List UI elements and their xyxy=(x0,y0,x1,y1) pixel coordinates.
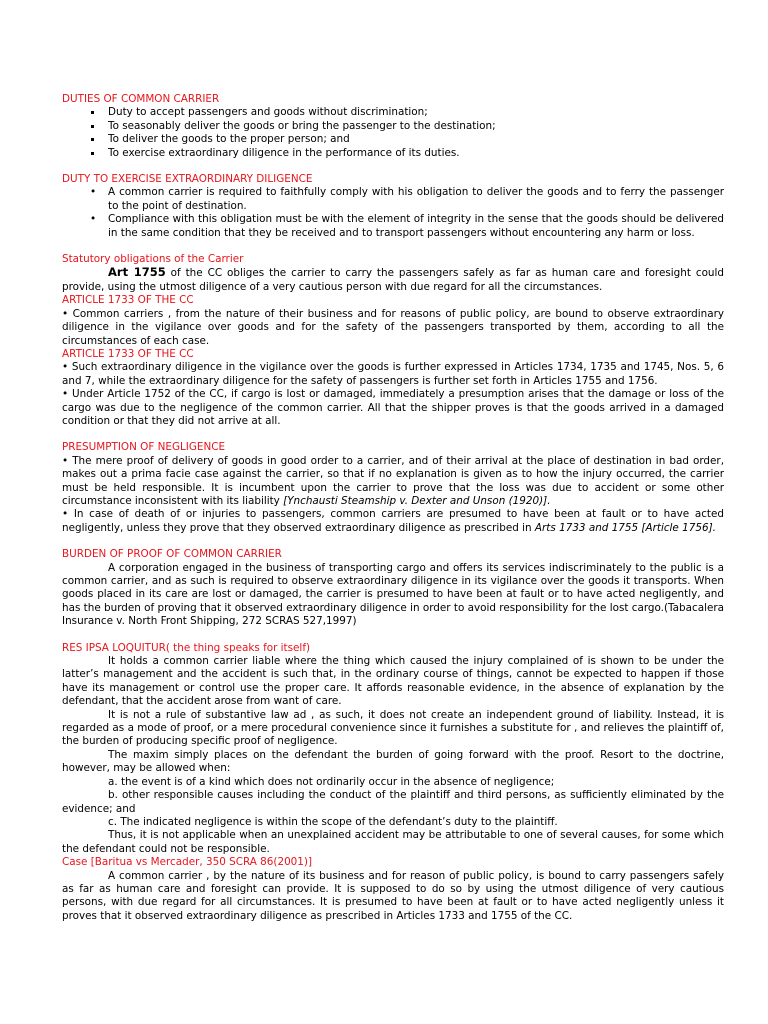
citation-arts-1733-1755: Arts 1733 and 1755 [Article 1756]. xyxy=(534,521,716,534)
res-ipsa-condition-c: c. The indicated negligence is within the scope of the defendant’s duty to the plaintiff. xyxy=(108,815,558,828)
art-1755-paragraph xyxy=(62,266,724,294)
list-item: Duty to accept passengers and goods without discrimination; xyxy=(62,106,724,119)
heading-duties: DUTIES OF COMMON CARRIER xyxy=(62,93,220,105)
heading-res-ipsa-loquitur: RES IPSA LOQUITUR( the thing speaks for itself) xyxy=(62,641,311,654)
heading-article-1733: ARTICLE 1733 OF THE CC xyxy=(62,294,194,307)
article-1733-paragraph: • Common carriers , from the nature of their business and for reasons of public policy, are bound to observe extraordinary diligence in the vigilance over goods and for the safety of the passengers transported by them, according to all the circumstances of each case. xyxy=(62,307,724,347)
res-ipsa-condition-b-text: b. other responsible causes including the conduct of the plaintiff and third persons, as sufficiently eliminated by the evidence; and xyxy=(62,789,724,815)
presumption-text-goods: • The mere proof of delivery of goods in good order to a carrier, and of their arrival at the place of destination in bad order, makes out a prima facie case against the carrier, so that if no explanation is given as to how the injury occurred, the carrier must be held responsible. It is incumbent upon the carrier to prove that the loss was due to accident or some other circumstance inconsistent with its liability xyxy=(62,454,724,507)
heading-extraordinary-diligence: DUTY TO EXERCISE EXTRAORDINARY DILIGENCE xyxy=(62,173,313,186)
article-1733-paragraph-second: • Such extraordinary diligence in the vigilance over the goods is further expressed in Articles 1734, 1735 and 1745, Nos. 5, 6 and 7, while the extraordinary diligence for the safety of passengers is further set forth in Articles 1755 and 1756. xyxy=(62,361,724,387)
extraordinary-list xyxy=(62,186,724,240)
heading-statutory-obligations: Statutory obligations of the Carrier xyxy=(62,253,244,266)
list-item: • Compliance with this obligation must be with the element of integrity in the sense that the goods should be delivered in the same condition that they be received and to transport passengers without encountering any harm or loss. xyxy=(62,213,724,240)
list-item: To seasonably deliver the goods or bring the passenger to the destination; xyxy=(62,120,724,133)
list-item: • A common carrier is required to faithfully comply with his obligation to deliver the goods and to ferry the passenger to the point of destination. xyxy=(62,186,724,213)
heading-burden-of-proof: BURDEN OF PROOF OF COMMON CARRIER xyxy=(62,548,282,561)
duties-list xyxy=(62,106,724,160)
res-ipsa-condition-b xyxy=(62,789,724,816)
res-ipsa-paragraph-1: It holds a common carrier liable where the thing which caused the injury complained of is shown to be under the latter’s management and the accident is such that, in the ordinary course of things, cannot be expected to happen if those have its management or control use the proper care. It affords reasonable evidence, in the absence of explanation by the defendant, that the accident arose from want of care. xyxy=(62,655,724,708)
res-ipsa-paragraph-4: Thus, it is not applicable when an unexplained accident may be attributable to one of several causes, for some which the defendant could not be responsible. xyxy=(62,829,724,855)
presumption-paragraph-goods xyxy=(62,455,724,509)
presumption-text-passengers: • In case of death of or injuries to passengers, common carriers are presumed to have been at fault or to have acted negligently, unless they prove that they observed extraordinary diligence as prescribed in xyxy=(62,508,724,534)
case-baritua-paragraph: A common carrier , by the nature of its business and for reason of public policy, is bound to carry passengers safely as far as human care and foresight can provide. It is supposed to do so by using the utmost diligence of very cautious persons, with due regard for all circumstances. It is presumed to have been at fault or to have acted negligently unless it proves that it observed extraordinary diligence as prescribed in Articles 1733 and 1755 of the CC. xyxy=(62,869,724,922)
res-ipsa-condition-a: a. the event is of a kind which does not ordinarily occur in the absence of negligence; xyxy=(108,775,555,788)
art-1755-label: Art 1755 xyxy=(108,265,166,280)
burden-of-proof-paragraph: A corporation engaged in the business of transporting cargo and offers its services indiscriminately to the public is a common carrier, and as such is required to observe extraordinary diligence in its vigilance over the goods it transports. When goods placed in its care are lost or damaged, the carrier is presumed to have been at fault or to have acted negligently, and has the burden of proving that it observed extraordinary diligence in order to avoid responsibility for the lost cargo.(Tabacalera Insurance v. North Front Shipping, 272 SCRAS 527,1997) xyxy=(62,561,724,628)
article-1752-paragraph: • Under Article 1752 of the CC, if cargo is lost or damaged, immediately a presumption arises that the damage or loss of the cargo was due to the negligence of the common carrier. All that the shipper proves is that the goods arrived in a damaged condition or that they did not arrive at all. xyxy=(62,388,724,427)
res-ipsa-paragraph-2: It is not a rule of substantive law ad , as such, it does not create an independent ground of liability. Instead, it is regarded as a mode of proof, or a mere procedural convenience since it furnishes a substitute for , and relieves the plaintiff of, the burden of producing specific proof of negligence. xyxy=(62,708,724,748)
list-item: To deliver the goods to the proper person; and xyxy=(62,133,724,146)
art-1755-text: of the CC obliges the carrier to carry the passengers safely as far as human care and foresight could provide, using the utmost diligence of a very cautious person with due regard for all the circumstances. xyxy=(62,267,724,293)
heading-article-1733-second: ARTICLE 1733 OF THE CC xyxy=(62,347,194,360)
citation-ynchausti: [Ynchausti Steamship v. Dexter and Unson (1920)]. xyxy=(283,494,551,507)
heading-presumption-of-negligence: PRESUMPTION OF NEGLIGENCE xyxy=(62,441,226,454)
list-item: To exercise extraordinary diligence in the performance of its duties. xyxy=(62,147,724,160)
heading-case-baritua: Case [Baritua vs Mercader, 350 SCRA 86(2001)] xyxy=(62,856,313,869)
presumption-paragraph-passengers xyxy=(62,508,724,535)
res-ipsa-paragraph-3: The maxim simply places on the defendant the burden of going forward with the proof. Resort to the doctrine, however, may be allowed when: xyxy=(62,748,724,775)
